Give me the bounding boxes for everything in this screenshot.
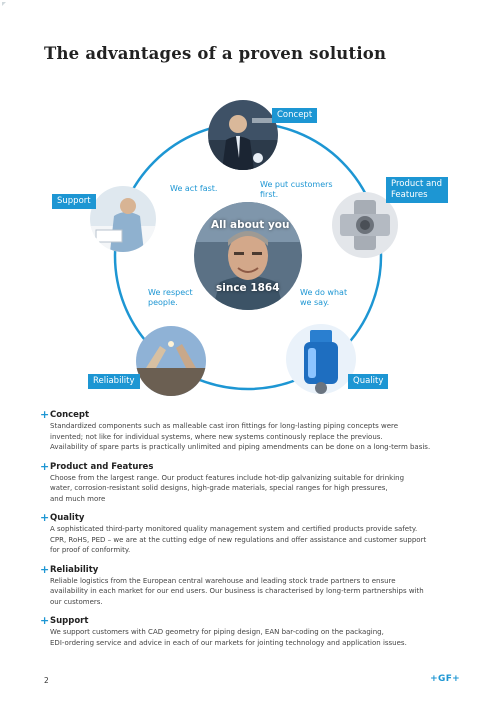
value-do-what-we-say: We do what we say. — [300, 288, 348, 307]
plus-icon: + — [40, 511, 50, 524]
center-title-bottom: since 1864 — [216, 282, 280, 294]
label-product: Product and Features — [386, 177, 448, 203]
feature-text: Reliable logistics from the European central warehouse and leading stock trade partners to ensure availability in each market for our end users. Our business is characterised by long-term partnerships with our customers. — [50, 576, 424, 606]
value-act-fast: We act fast. — [170, 184, 218, 193]
feature-title: Reliability — [50, 564, 99, 575]
plus-icon: + — [40, 562, 50, 576]
label-reliability: Reliability — [88, 374, 140, 389]
value-customers-first: We put customers first. — [260, 180, 333, 199]
feature-title: Product and Features — [50, 461, 154, 472]
reliability-photo — [136, 326, 206, 396]
feature-text: Choose from the largest range. Our product features include hot-dip galvanizing suitable for drinking water, corrosion-resistant solid designs, high-grade materials, special ranges for high pressures, and much more — [50, 473, 405, 503]
feature-quality — [40, 512, 470, 556]
plus-icon: + — [40, 408, 50, 421]
feature-text: Standardized components such as malleable cast iron fittings for long-lasting piping concepts were invented; not like for individual systems, where new systems continously replace the previous. Availability of spare parts is practically unlimited and piping amendments can be done on a long-term basis. — [50, 422, 431, 451]
center-title-top: All about you — [211, 219, 290, 231]
quality-photo — [286, 324, 356, 394]
label-support: Support — [52, 194, 96, 209]
feature-reliability — [40, 564, 470, 608]
feature-concept — [40, 409, 470, 453]
feature-title: Support — [50, 616, 89, 626]
feature-product — [40, 461, 470, 505]
page-number: 2 — [44, 676, 49, 685]
plus-icon: + — [40, 614, 50, 627]
plus-icon: + — [40, 459, 50, 473]
page-title: The advantages of a proven solution — [44, 44, 387, 63]
label-concept: Concept — [272, 108, 317, 123]
feature-text: We support customers with CAD geometry for piping design, EAN bar-coding on the packaging, EDI-ordering service and advice in each of our markets for jointing technology and application issues. — [50, 628, 407, 647]
feature-text: A sophisticated third-party monitored quality management system and certified products provide safety. CPR, RoHS, PED – we are at the cutting edge of new regulations and offer assistance and customer support for proof of conformity. — [50, 525, 427, 554]
gf-logo: +GF+ — [430, 674, 460, 684]
feature-list — [40, 409, 470, 656]
feature-title: Concept — [50, 410, 90, 420]
concept-photo — [208, 100, 278, 170]
support-photo — [90, 186, 156, 252]
value-respect: We respect people. — [148, 288, 193, 307]
feature-title: Quality — [50, 513, 85, 523]
feature-support — [40, 615, 470, 648]
label-quality: Quality — [348, 374, 388, 389]
